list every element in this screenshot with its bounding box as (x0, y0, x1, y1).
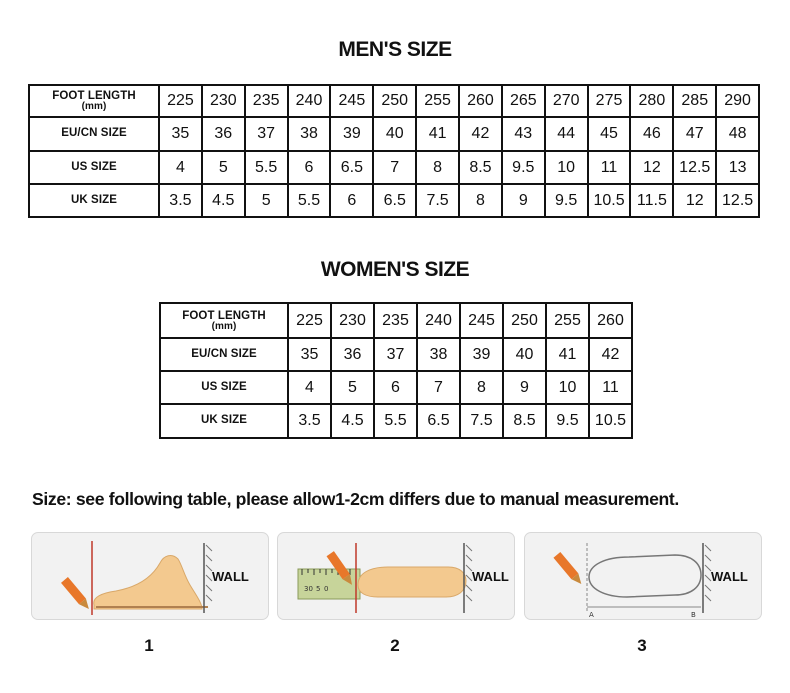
size-cell: 4 (159, 151, 202, 184)
size-cell: 9.5 (502, 151, 545, 184)
size-cell: 10.5 (588, 184, 631, 217)
size-cell: 6.5 (373, 184, 416, 217)
size-cell: 7.5 (460, 404, 503, 438)
size-cell: 12.5 (716, 184, 759, 217)
row-label: UK SIZE (160, 404, 288, 438)
size-cell: 7 (417, 371, 460, 404)
size-cell: 9 (502, 184, 545, 217)
size-cell: 12 (630, 151, 673, 184)
size-cell: 3.5 (288, 404, 331, 438)
size-cell: 280 (630, 85, 673, 117)
size-cell: 240 (417, 303, 460, 338)
size-cell: 39 (330, 117, 373, 151)
size-row (29, 85, 759, 117)
size-cell: 230 (331, 303, 374, 338)
size-row (29, 151, 759, 184)
wall-label-3: WALL (711, 569, 748, 584)
size-cell: 8.5 (503, 404, 546, 438)
step-number-2: 2 (390, 636, 400, 655)
size-cell: 225 (288, 303, 331, 338)
row-label: UK SIZE (29, 184, 159, 217)
size-cell: 5.5 (374, 404, 417, 438)
size-cell: 260 (589, 303, 632, 338)
size-cell: 255 (416, 85, 459, 117)
size-cell: 37 (245, 117, 288, 151)
size-row (160, 338, 632, 371)
step-3-panel (524, 532, 762, 620)
size-cell: 42 (459, 117, 502, 151)
size-cell: 6.5 (330, 151, 373, 184)
row-label: US SIZE (29, 151, 159, 184)
row-label-text: FOOT LENGTH (182, 309, 266, 322)
size-cell: 8 (459, 184, 502, 217)
size-cell: 275 (588, 85, 631, 117)
size-row (160, 303, 632, 338)
size-cell: 9 (503, 371, 546, 404)
size-cell: 11 (588, 151, 631, 184)
size-cell: 250 (503, 303, 546, 338)
size-cell: 11 (589, 371, 632, 404)
size-cell: 12.5 (673, 151, 716, 184)
womens-size-table (159, 302, 633, 439)
mens-size-title: MEN'S SIZE (338, 38, 452, 61)
measurement-note: Size: see following table, please allow1-2cm differs due to manual measurement. (32, 489, 679, 509)
size-cell: 40 (503, 338, 546, 371)
size-cell: 6 (374, 371, 417, 404)
size-cell: 240 (288, 85, 331, 117)
size-cell: 41 (416, 117, 459, 151)
row-label-text: FOOT LENGTH (52, 90, 136, 102)
size-cell: 260 (459, 85, 502, 117)
size-cell: 38 (288, 117, 331, 151)
row-label: EU/CN SIZE (160, 338, 288, 371)
size-cell: 47 (673, 117, 716, 151)
size-cell: 4.5 (331, 404, 374, 438)
size-cell: 38 (417, 338, 460, 371)
size-cell: 8 (416, 151, 459, 184)
size-cell: 5.5 (245, 151, 288, 184)
size-cell: 245 (460, 303, 503, 338)
size-cell: 9.5 (545, 184, 588, 217)
size-cell: 235 (374, 303, 417, 338)
size-cell: 235 (245, 85, 288, 117)
size-cell: 245 (330, 85, 373, 117)
size-cell: 44 (545, 117, 588, 151)
size-cell: 36 (202, 117, 245, 151)
size-cell: 225 (159, 85, 202, 117)
size-cell: 250 (373, 85, 416, 117)
size-cell: 4.5 (202, 184, 245, 217)
ruler-mark-3: 0 (324, 585, 329, 593)
size-cell: 42 (589, 338, 632, 371)
wall-label-2: WALL (472, 569, 509, 584)
size-cell: 43 (502, 117, 545, 151)
size-row (160, 371, 632, 404)
womens-size-title: WOMEN'S SIZE (320, 258, 470, 281)
row-label: EU/CN SIZE (29, 117, 159, 151)
size-cell: 6 (330, 184, 373, 217)
row-label (29, 85, 159, 117)
ruler-mark-2: 5 (316, 585, 321, 593)
row-label (160, 303, 288, 338)
size-cell: 8.5 (459, 151, 502, 184)
size-row (29, 184, 759, 217)
step-number-3: 3 (637, 636, 647, 655)
size-cell: 48 (716, 117, 759, 151)
step-2-panel (277, 532, 515, 620)
size-cell: 270 (545, 85, 588, 117)
size-cell: 6 (288, 151, 331, 184)
size-cell: 5 (202, 151, 245, 184)
row-label-unit: (mm) (81, 101, 107, 112)
size-cell: 35 (159, 117, 202, 151)
size-cell: 36 (331, 338, 374, 371)
wall-label-1: WALL (212, 569, 249, 584)
size-cell: 4 (288, 371, 331, 404)
size-cell: 11.5 (630, 184, 673, 217)
size-cell: 45 (588, 117, 631, 151)
size-cell: 37 (374, 338, 417, 371)
row-label: US SIZE (160, 371, 288, 404)
size-row (160, 404, 632, 438)
size-cell: 7 (373, 151, 416, 184)
size-cell: 10 (545, 151, 588, 184)
size-cell: 12 (673, 184, 716, 217)
size-cell: 7.5 (416, 184, 459, 217)
size-cell: 39 (460, 338, 503, 371)
row-label-unit: (mm) (211, 320, 237, 332)
size-cell: 9.5 (546, 404, 589, 438)
size-cell: 13 (716, 151, 759, 184)
size-cell: 6.5 (417, 404, 460, 438)
size-cell: 40 (373, 117, 416, 151)
size-cell: 8 (460, 371, 503, 404)
size-cell: 10.5 (589, 404, 632, 438)
size-cell: 46 (630, 117, 673, 151)
point-a-label: A (589, 611, 594, 619)
size-cell: 285 (673, 85, 716, 117)
point-b-label: B (691, 611, 696, 619)
size-cell: 5 (331, 371, 374, 404)
size-cell: 265 (502, 85, 545, 117)
size-row (29, 117, 759, 151)
size-cell: 5 (245, 184, 288, 217)
step-number-1: 1 (144, 636, 154, 655)
size-cell: 10 (546, 371, 589, 404)
size-cell: 3.5 (159, 184, 202, 217)
size-cell: 230 (202, 85, 245, 117)
step-1-panel (31, 532, 269, 620)
size-cell: 255 (546, 303, 589, 338)
size-cell: 5.5 (288, 184, 331, 217)
mens-size-table (28, 84, 760, 218)
size-cell: 41 (546, 338, 589, 371)
ruler-mark-1: 30 (304, 585, 313, 593)
size-cell: 35 (288, 338, 331, 371)
size-cell: 290 (716, 85, 759, 117)
